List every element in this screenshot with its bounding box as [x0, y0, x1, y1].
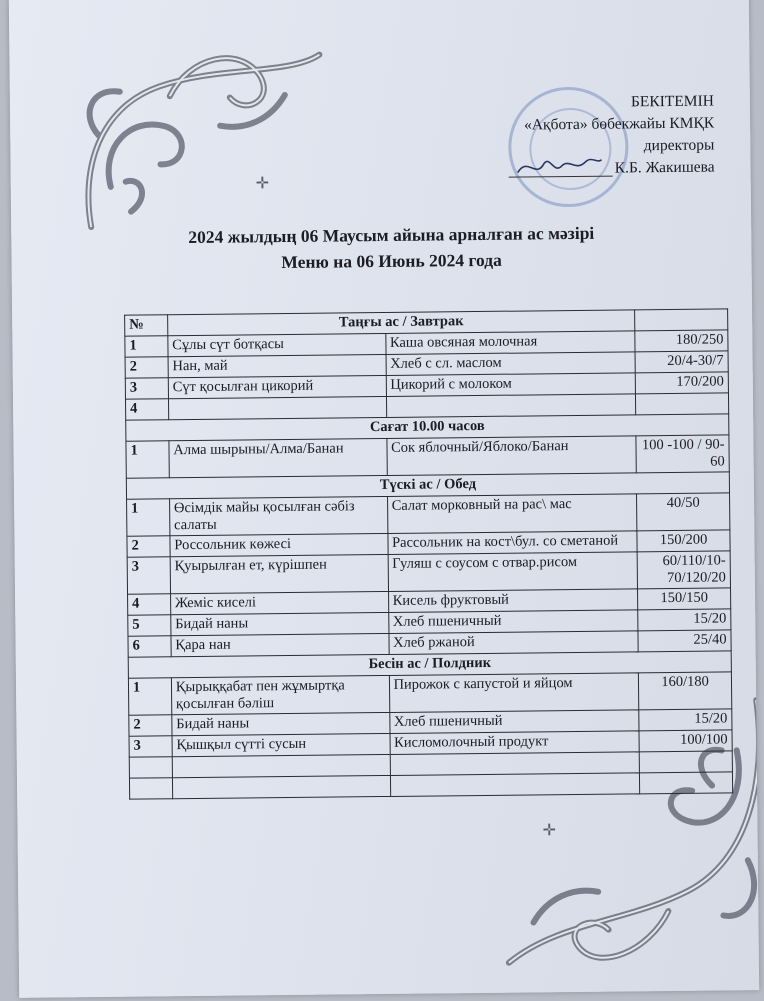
item-number: 1 [126, 441, 169, 478]
item-name-kazakh: Алма шырыны/Алма/Банан [169, 438, 387, 477]
item-number: 2 [127, 536, 170, 557]
item-number: 4 [128, 594, 171, 615]
item-name-russian: Каша овсяная молочная [385, 331, 635, 355]
item-name-russian [386, 394, 636, 418]
item-name-kazakh: Қара нан [171, 633, 389, 656]
cross-mark-icon: ✛ [542, 822, 557, 840]
item-quantity: 170/200 [635, 372, 728, 394]
table-row [127, 551, 730, 594]
empty-cell [639, 751, 732, 773]
item-name-russian: Пирожок с капустой и яйцом [389, 673, 639, 713]
table-row [127, 493, 730, 536]
empty-cell [172, 754, 390, 777]
menu-title-russian: Меню на 06 Июнь 2024 года [281, 249, 502, 273]
item-name-russian: Цикорий с молоком [386, 373, 636, 397]
item-quantity: 15/20 [639, 709, 732, 731]
item-quantity: 100 -100 / 90-60 [636, 435, 729, 473]
item-name-russian: Хлеб ржаной [388, 631, 638, 655]
item-quantity: 15/20 [638, 609, 731, 631]
approval-organization: «Ақбота» бөбекжайы КМҚК [523, 114, 715, 134]
item-name-russian: Гуляш с соусом с отвар.рисом [388, 552, 638, 592]
item-name-kazakh: Бидай наны [171, 612, 389, 635]
item-number: 1 [128, 678, 171, 715]
item-name-kazakh: Қуырылған ет, күрішпен [170, 554, 388, 593]
approval-title: БЕКІТЕМІН [630, 92, 714, 111]
approval-position: директоры [643, 136, 715, 155]
item-quantity: 180/250 [635, 330, 728, 352]
approval-block [524, 91, 715, 181]
item-name-kazakh: Нан, май [168, 354, 386, 377]
item-name-kazakh: Бидай наны [172, 712, 390, 735]
item-quantity [636, 393, 729, 415]
menu-document [9, 0, 759, 998]
item-number: 2 [125, 357, 168, 378]
cross-mark-icon: ✛ [255, 175, 270, 193]
item-name-kazakh: Жеміс киселі [170, 591, 388, 614]
table-row [126, 435, 729, 478]
item-name-russian: Рассольник на кост\бул. со сметаной [387, 531, 637, 555]
item-quantity: 60/110/10-70/120/20 [637, 551, 730, 589]
empty-cell [172, 775, 390, 798]
approval-name: К.Б. Жакишева [614, 158, 715, 177]
item-name-russian: Хлеб пшеничный [388, 610, 638, 634]
table-row [128, 672, 731, 715]
item-name-russian: Кисломолочный продукт [390, 731, 640, 755]
item-name-kazakh: Қышқыл сүтті сусын [172, 733, 390, 756]
item-name-kazakh [168, 396, 386, 419]
item-number: 6 [128, 636, 171, 657]
item-number: 3 [125, 378, 168, 399]
section-title: Бесін ас / Полдник [128, 651, 731, 678]
empty-cell [390, 752, 640, 776]
empty-cell [390, 773, 640, 797]
item-name-russian: Кисель фруктовый [388, 589, 638, 613]
section-title: Сағат 10.00 часов [126, 414, 729, 441]
item-name-russian: Сок яблочный/Яблоко/Банан [386, 436, 636, 476]
empty-cell [129, 757, 172, 778]
item-name-kazakh: Қырыққабат пен жұмыртқа қосылған бәліш [171, 675, 389, 714]
menu-table [124, 308, 733, 799]
empty-cell [129, 778, 172, 799]
item-name-kazakh: Сүт қосылған цикорий [168, 375, 386, 398]
item-quantity: 160/180 [639, 672, 732, 710]
quantity-cell [635, 309, 728, 331]
item-name-russian: Салат морковный на рас\ мас [387, 494, 637, 534]
item-number: 5 [128, 615, 171, 636]
item-name-kazakh: Россольник көжесі [170, 533, 388, 556]
item-name-russian: Хлеб пшеничный [389, 710, 639, 734]
item-number: 1 [125, 336, 168, 357]
item-quantity: 100/100 [639, 730, 732, 752]
item-number: 4 [125, 399, 168, 420]
item-name-kazakh: Өсімдік майы қосылған сәбіз салаты [169, 496, 387, 535]
item-quantity: 150/200 [637, 530, 730, 552]
item-quantity: 40/50 [637, 493, 730, 531]
item-quantity: 150/150 [638, 588, 731, 610]
item-number: 3 [127, 557, 170, 594]
empty-cell [640, 772, 733, 794]
item-quantity: 20/4-30/7 [635, 351, 728, 373]
corner-ornament-top-left [69, 35, 331, 238]
item-quantity: 25/40 [638, 630, 731, 652]
item-name-kazakh: Сұлы сүт ботқасы [168, 333, 386, 356]
menu-title-kazakh: 2024 жылдың 06 Маусым айына арналған ас мәзірі [188, 222, 595, 248]
item-number: 2 [129, 715, 172, 736]
section-title: Таңғы ас / Завтрак [167, 310, 635, 336]
item-name-russian: Хлеб с сл. маслом [386, 352, 636, 376]
item-number: 3 [129, 736, 172, 757]
header-number: № [125, 315, 168, 336]
item-number: 1 [127, 499, 170, 536]
section-title: Түскі ас / Обед [126, 472, 729, 499]
